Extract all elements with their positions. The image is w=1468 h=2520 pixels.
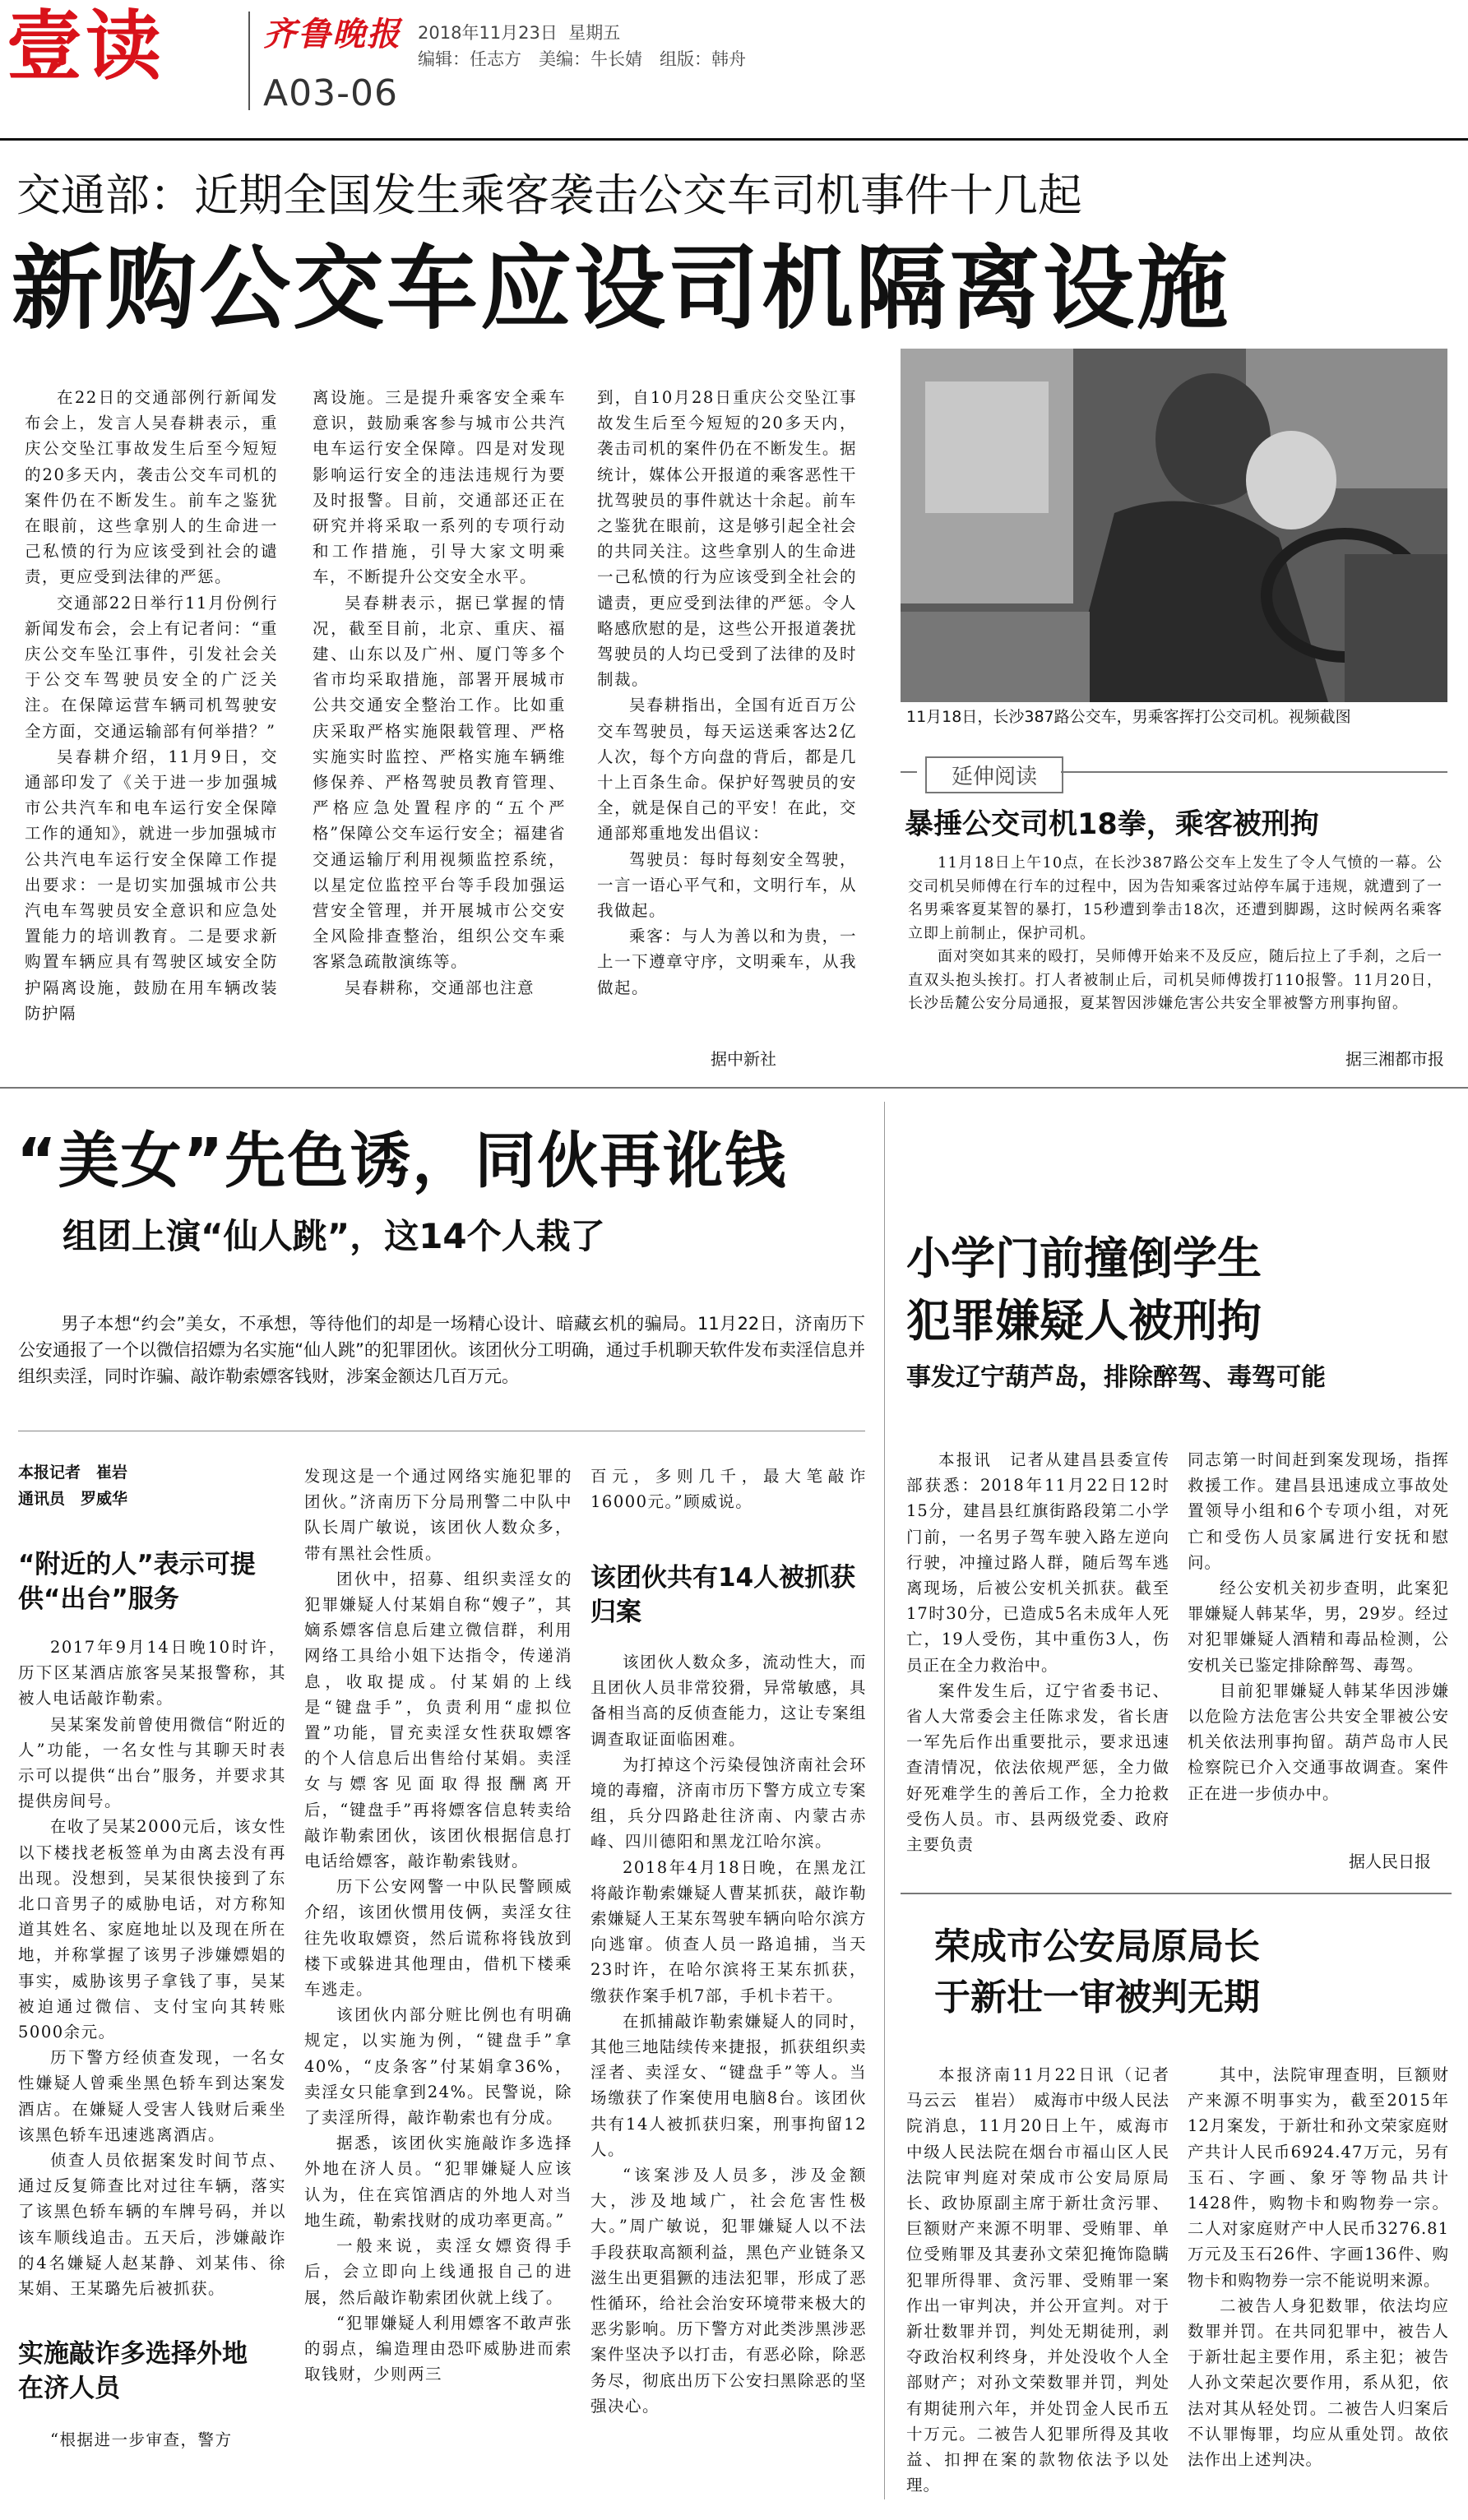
column-divider [884, 1102, 885, 2499]
bus-attack-photo-graphic [901, 349, 1447, 702]
sidebar-body [908, 852, 1443, 1046]
paragraph: 吴春耕表示，据已掌握的情况，截至目前，北京、重庆、福建、山东以及广州、厦门等多个省市均采取措施，部署开展城市公共交通安全整治工作。比如重庆采取严格实施限载管理、严格实施实时监控、严格实施车辆维修保养、严格驾驶员教育管理、严格应急处置程序的“五个严格”保障公交车运行安全；福建省交通运输厅利用视频监控系统，以星定位监控平台等手段加强运营安全管理，并开展城市公交安全风险排查整治，组织公交车乘客紧急疏散演练等。 [313, 593, 566, 972]
paragraph: “犯罪嫌疑人利用嫖客不敢声张的弱点，编造理由恐吓威胁进而索取钱财，少则两三 [304, 2313, 572, 2384]
sidebar-tag-rule [901, 771, 917, 773]
paragraph: 吴春耕称，交通部也注意 [345, 978, 535, 997]
article3-column-2 [1188, 1447, 1449, 1833]
paragraph: 2017年9月14日晚10时许，历下区某酒店旅客吴某报警称，其被人电话敲诈勒索。 [18, 1638, 286, 1709]
paragraph: 交通部22日举行11月份例行新闻发布会，会上有记者问：“重庆公交车坠江事件，引发社会关于公交车驾驶员安全的广泛关注。在保障运营车辆司机驾驶安全方面，交通运输部有何举措？” [25, 593, 278, 741]
article2-column-2 [304, 1463, 572, 2460]
paragraph: 乘客：与人为善以和为贵，一上一下遵章守序，文明乘车，从我做起。 [597, 927, 857, 997]
paragraph: 吴春耕指出，全国有近百万公交车驾驶员，每天运送乘客达2亿人次，每个方向盘的背后，都是几十上百条生命。保护好驾驶员的安全，就是保自己的平安！在此，交通部郑重地发出倡议： [597, 696, 857, 844]
paragraph: 二被告人身犯数罪，依法均应数罪并罚。在共同犯罪中，被告人于新壮起主要作用，系主犯；被告人孙文荣起次要作用，系从犯，依法对其从轻处罚。二被告人归案后不认罪悔罪，均应从重处罚。故依法作出上述判决。 [1188, 2296, 1449, 2470]
article1-column-1 [25, 385, 278, 1158]
paper-logo: 齐鲁晚报 [263, 15, 401, 53]
paragraph: 在抓捕敲诈勒索嫌疑人的同时，其他三地陆续传来捷报，抓获组织卖淫者、卖淫女、“键盘手”等人。当场缴获了作案使用电脑8台。该团伙共有14人被抓获归案，刑事拘留12人。 [590, 2011, 868, 2159]
article2-column-1-tail [18, 2427, 286, 2460]
article3-subhead: 事发辽宁葫芦岛，排除醉驾、毒驾可能 [906, 1363, 1326, 1392]
paragraph: 其中，法院审理查明，巨额财产来源不明事实为，截至2015年12月案发，于新壮和孙文荣家庭财产共计人民币6924.47万元，另有玉石、字画、象牙等物品共计1428件，购物卡和购物券一宗。二人对家庭财产中人民币3276.81万元及玉石26件、字画136件、购物卡和购物券一宗不能说明来源。 [1188, 2065, 1449, 2290]
paragraph: “该案涉及人员多，涉及金额大，涉及地域广，社会危害性极大。”周广敏说，犯罪嫌疑人以不法手段获取高额利益，黑色产业链条又滋生出更猖獗的违法犯罪，形成了恶性循环，给社会治安环境带来极大的恶劣影响。历下警方对此类涉黑涉恶案件坚决予以打击，有恶必除，除恶务尽，彻底出历下公安扫黑除恶的坚强决心。 [590, 2166, 868, 2416]
section-title: 壹读 [7, 2, 165, 90]
paragraph: 本报讯 记者从建昌县委宣传部获悉：2018年11月22日12时15分，建昌县红旗街路段第二小学门前，一名男子驾车驶入路左逆向行驶，冲撞过路人群，随后驾车逃离现场，后被公安机关抓获。截至17时30分，已造成5名未成年人死亡，19人受伤，其中重伤3人，伤员正在全力救治中。 [906, 1450, 1169, 1675]
article2-column-3 [590, 1649, 867, 2460]
article4-headline-line-2: 于新壮一审被判无期 [934, 1977, 1260, 2018]
paragraph: 一般来说，卖淫女嫖资得手后，会立即向上线通报自己的进展，然后敲诈勒索团伙就上线了。 [304, 2236, 572, 2307]
article2-lede: 男子本想“约会”美女，不承想，等待他们的却是一场精心设计、暗藏玄机的骗局。11月22日，济南历下公安通报了一个以微信招嫖为名实施“仙人跳”的犯罪团伙。该团伙分工明确，通过手机聊天软件发布卖淫信息并组织卖淫，同时诈骗、敲诈勒索嫖客钱财，涉案金额达几百万元。 [18, 1314, 865, 1386]
paragraph: 历下公安网警一中队民警顾威介绍，该团伙惯用伎俩，卖淫女往往先收取嫖资，然后谎称将钱放到楼下或躲进其他理由，借机下楼乘车逃走。 [304, 1877, 572, 2000]
masthead-rule [0, 138, 1468, 141]
paragraph: 在收了吴某2000元后，该女性以下楼找老板签单为由离去没有再出现。没想到，吴某很快接到了东北口音男子的威胁电话，对方称知道其姓名、家庭地址以及现在所在地，并称掌握了该男子涉嫌嫖娼的事实，威胁该男子拿钱了事，吴某被迫通过微信、支付宝向其转账5000余元。 [18, 1817, 286, 2042]
article3-column-1 [906, 1447, 1169, 1875]
paragraph: 该团伙内部分赃比例也有明确规定，以实施为例，“键盘手”拿40%，“皮条客”付某娟拿36%，卖淫女只能拿到24%。民警说，除了卖淫所得，敲诈勒索也有分成。 [304, 2005, 572, 2128]
article1-column-2 [313, 385, 566, 1158]
article1-source: 据中新社 [711, 1049, 776, 1069]
byline-reporter: 本报记者 崔岩 [18, 1463, 128, 1482]
paragraph: 百元，多则几千，最大笔敲诈16000元。”顾威说。 [590, 1467, 867, 1512]
sidebar-source: 据三湘都市报 [1345, 1049, 1444, 1069]
article3-bottom-rule [901, 1893, 1452, 1894]
paragraph: 侦查人员依据案发时间节点、通过反复筛查比对过往车辆，落实了该黑色轿车辆的车牌号码，并以该车顺线追击。五天后，涉嫌敲诈的4名嫌疑人赵某静、刘某伟、徐某娟、王某璐先后被抓获。 [18, 2151, 286, 2299]
paragraph: “根据进一步审查，警方 [50, 2430, 233, 2449]
paragraph: 该团伙人数众多，流动性大，而且团伙人员非常狡猾，异常敏感，具备相当高的反侦查能力，这让专案组调查取证面临困难。 [590, 1653, 868, 1749]
paragraph: 案件发生后，辽宁省委书记、省人大常委会主任陈求发，省长唐一军先后作出重要批示，要求迅速查清情况，依法依规严惩，全力做好死难学生的善后工作，全力抢救受伤人员。市、县两级党委、政府主要负责 [906, 1681, 1169, 1855]
paragraph: 团伙中，招募、组织卖淫女的犯罪嫌疑人付某娟自称“嫂子”，其嫡系嫖客信息后建立微信群，利用网络工具给小姐下达指令，传递消息，收取提成。付某娟的上线是“键盘手”，负责利用“虚拟位置”功能，冒充卖淫女性获取嫖客的个人信息后出售给付某娟。卖淫女与嫖客见面取得报酬离开后，“键盘手”再将嫖客信息转卖给敲诈勒索团伙，该团伙根据信息打电话给嫖客，敲诈勒索钱财。 [304, 1569, 572, 1871]
paragraph: 离设施。三是提升乘客安全乘车意识，鼓励乘客参与城市公共汽电车运行安全保障。四是对发现影响运行安全的违法违规行为要及时报警。目前，交通部还正在研究并将采取一系列的专项行动和工作措施，引导大家文明乘车，不断提升公交安全水平。 [313, 388, 566, 587]
article2-headline: “美女”先色诱，同伙再讹钱 [16, 1126, 788, 1196]
article2-column-1 [18, 1635, 286, 2304]
paragraph: 目前犯罪嫌疑人韩某华因涉嫌以危险方法危害公共安全罪被公安机关依法刑事拘留。葫芦岛市人民检察院已介入交通事故调查。案件正在进一步侦办中。 [1188, 1681, 1449, 1803]
sidebar-tag: 延伸阅读 [925, 756, 1063, 793]
paragraph: 历下警方经侦查发现，一名女性嫌疑人曾乘坐黑色轿车到达案发酒店。在嫌疑人受害人钱财后乘坐该黑色轿车迅速逃离酒店。 [18, 2048, 286, 2144]
page-number: A03-06 [263, 72, 398, 114]
paragraph: 为打掉这个污染侵蚀济南社会环境的毒瘤，济南市历下警方成立专案组，兵分四路赴往济南、内蒙古赤峰、四川德阳和黑龙江哈尔滨。 [590, 1755, 868, 1852]
article2-subheading-2: 实施敲诈多选择外地在济人员 [18, 2339, 248, 2403]
article1-bottom-rule [0, 1087, 1468, 1089]
paragraph: 在22日的交通部例行新闻发布会上，发言人吴春耕表示，重庆公交坠江事故发生后至今短短的20多天内，袭击公交车司机的案件仍在不断发生。前车之鉴犹在眼前，这些拿别人的生命进一己私愤的行为应该受到社会的谴责，更应受到法律的严惩。 [25, 388, 278, 587]
paragraph: 本报济南11月22日讯（记者 马云云 崔岩） 威海市中级人民法院消息，11月20日上午，威海市中级人民法院在烟台市福山区人民法院审判庭对荣成市公安局原局长、政协原副主席于新壮贪污罪、巨额财产来源不明罪、受贿罪、单位受贿罪及其妻孙文荣犯掩饰隐瞒犯罪所得罪、贪污罪、受贿罪一案作出一审判决，并公开宣判。对于新壮数罪并罚，判处无期徒刑，剥夺政治权利终身，并处没收个人全部财产；对孙文荣数罪并罚，判处有期徒刑六年，并处罚金人民币五十万元。二被告人犯罪所得及其收益、扣押在案的款物依法予以处理。 [906, 2065, 1187, 2495]
sidebar-tag-rule-right [1061, 771, 1447, 773]
paragraph: 吴某案发前曾使用微信“附近的人”功能，一名女性与其聊天时表示可以提供“出台”服务，并要求其提供房间号。 [18, 1714, 286, 1811]
weekday-text: 星期五 [568, 23, 621, 43]
paragraph: 11月18日上午10点，在长沙387路公交车上发生了令人气愤的一幕。公交司机吴师傅在行车的过程中，因为告知乘客过站停车属于违规，就遭到了一名男乘客夏某智的暴打，15秒遭到拳击18次，还遭到脚踢，这时候两名乘客立即上前制止，保护司机。 [908, 854, 1443, 942]
paragraph: 吴春耕介绍，11月9日，交通部印发了《关于进一步加强城市公共汽车和电车运行安全保障工作的通知》，就进一步加强城市公共汽电车运行安全保障工作提出要求：一是切实加强城市公共汽电车驾驶员安全意识和应急处置能力的培训教育。二是要求新购置车辆应具有驾驶区域安全防护隔离设施，鼓励在用车辆改装防护隔 [25, 747, 278, 1023]
date-text: 2018年11月23日 [418, 23, 558, 43]
article2-subhead: 组团上演“仙人跳”，这14个人栽了 [63, 1216, 605, 1256]
article3-headline-line-2: 犯罪嫌疑人被刑拘 [906, 1295, 1262, 1347]
paragraph: 到，自10月28日重庆公交坠江事故发生后至今短短的20多天内，袭击司机的案件仍在不断发生。据统计，媒体公开报道的乘客恶性干扰驾驶员的事件就达十余起。前车之鉴犹在眼前，这是够引起全社会的共同关注。这些拿别人的生命进一己私愤的行为应该受到全社会的谴责，更应受到法律的严惩。令人略感欣慰的是，这些公开报道袭扰驾驶员的人均已受到了法律的及时制裁。 [597, 388, 857, 690]
photo1-caption: 11月18日，长沙387路公交车，男乘客挥打公交司机。视频截图 [906, 708, 1351, 726]
paragraph: 经公安机关初步查明，此案犯罪嫌疑人韩某华，男，29岁。经过对犯罪嫌疑人酒精和毒品检测，公安机关已鉴定排除醉驾、毒驾。 [1188, 1579, 1449, 1675]
sidebar-headline: 暴捶公交司机18拳，乘客被刑拘 [905, 808, 1319, 841]
masthead-divider [248, 12, 250, 110]
byline-correspondent: 通讯员 罗威华 [18, 1490, 128, 1508]
article2-subheading-1: “附近的人”表示可提供“出台”服务 [18, 1550, 256, 1614]
paragraph: 发现这是一个通过网络实施犯罪的团伙。”济南历下分局刑警二中队中队长周广敏说，该团伙人数众多，带有黑社会性质。 [304, 1467, 572, 1563]
paragraph: 驾驶员：每时每刻安全驾驶，一言一语心平气和，文明行车，从我做起。 [597, 849, 857, 921]
paragraph: 同志第一时间赶到案发现场，指挥救援工作。建昌县迅速成立事故处置领导小组和6个专项小组，对死亡和受伤人员家属进行安抚和慰问。 [1188, 1450, 1449, 1572]
article4-column-1 [906, 2062, 1187, 2495]
article2-subheading-3: 该团伙共有14人被抓获归案 [590, 1563, 856, 1627]
editor-credits: 编辑：任志方 美编：牛长婧 组版：韩舟 [418, 49, 746, 69]
article4-column-2 [1188, 2062, 1449, 2490]
article1-column-3 [597, 385, 857, 1059]
article4-headline-line-1: 荣成市公安局原局长 [934, 1926, 1260, 1967]
article2-column-3a [590, 1463, 867, 1521]
paragraph: 2018年4月18日晚，在黑龙江将敲诈勒索嫌疑人曹某抓获，敲诈勒索嫌疑人王某东驾驶车辆向哈尔滨方向逃窜。侦查人员一路追捕，当天23时许，在哈尔滨将王某东抓获，缴获作案手机7部，手机卡若干。 [590, 1857, 868, 2005]
paragraph: 面对突如其来的殴打，吴师傅开始来不及反应，随后拉上了手刹，之后一直双头抱头挨打。打人者被制止后，司机吴师傅拨打110报警。11月20日，长沙岳麓公安分局通报，夏某智因涉嫌危害公共安全罪被警方刑事拘留。 [908, 948, 1443, 1012]
article3-headline-line-1: 小学门前撞倒学生 [906, 1232, 1262, 1284]
paragraph: 据悉，该团伙实施敲诈多选择外地在济人员。“犯罪嫌疑人应该认为，住在宾馆酒店的外地人对当地生疏，勒索找财的成功率更高。” [304, 2134, 572, 2230]
issue-date [418, 20, 620, 44]
article1-headline: 新购公交车应设司机隔离设施 [12, 236, 1231, 342]
bus-attack-photo [901, 349, 1447, 702]
article3-source: 据人民日报 [1349, 1852, 1431, 1871]
article1-kicker: 交通部：近期全国发生乘客袭击公交车司机事件十几起 [16, 169, 1082, 221]
